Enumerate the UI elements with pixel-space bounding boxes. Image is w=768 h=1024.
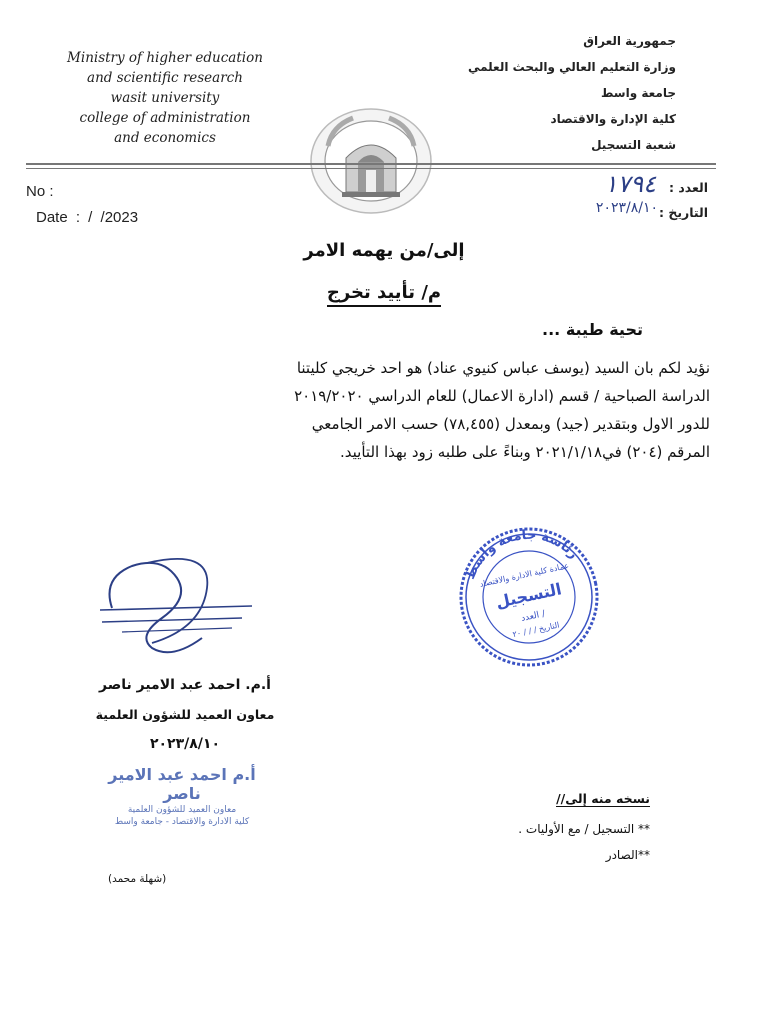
name-stamp (92, 765, 272, 827)
college-ar-line: كلية الإدارة والاقتصاد (550, 112, 676, 126)
economics-line: and economics (114, 130, 216, 146)
body-line-2: الدراسة الصباحية / قسم (ادارة الاعمال) للعام الدراسي ٢٠١٩/٢٠٢٠ (294, 387, 710, 405)
name-stamp-title: معاون العميد للشؤون العلمية (127, 805, 237, 815)
university-line: wasit university (110, 90, 220, 106)
signatory-title: معاون العميد للشؤون العلمية (95, 707, 275, 722)
subject-text: م/ تأييد تخرج (327, 282, 441, 307)
copy-item-outgoing: **الصادر (605, 848, 650, 862)
english-header (50, 48, 280, 148)
tarikh-label: التاريخ : (658, 205, 708, 220)
college-line: college of administration (79, 110, 251, 126)
typist-note: (شهلة محمد) (108, 873, 167, 885)
stamp-tarikh: التاريخ / / / ٢٠ (511, 620, 561, 640)
header-rule-bottom (26, 168, 716, 169)
subject-line (0, 282, 768, 303)
letter-body (98, 354, 710, 466)
body-line-1: نؤيد لكم بان السيد (يوسف عباس كنيوي عناد) هو احد خريجي كليتنا (296, 359, 710, 377)
stamp-ring-text: رئاسة جامعة واسط (462, 527, 581, 582)
body-line-4: المرقم (٢٠٤) في٢٠٢١/١/١٨ وبناءً على طلبه زود بهذا التأييد. (340, 443, 710, 461)
adad-value: ١٧٩٤ (604, 170, 656, 198)
tarikh-value: ٢٠٢٣/٨/١٠ (595, 200, 658, 216)
addressee: إلى/من يهمه الامر (303, 240, 465, 261)
arabic-header (426, 28, 676, 158)
ministry-ar-line: وزارة التعليم العالي والبحث العلمي (467, 60, 676, 74)
registration-line: شعبة التسجيل (591, 138, 676, 152)
university-logo (308, 106, 434, 216)
stamp-adad: العدد / (520, 609, 547, 624)
name-stamp-name: أ.م احمد عبد الامير ناصر (108, 765, 256, 803)
copies-heading (556, 791, 650, 806)
signatory-name: أ.م. احمد عبد الامير ناصر (99, 677, 271, 693)
copies-list (518, 816, 650, 868)
ministry-line: Ministry of higher education (67, 50, 263, 66)
registration-stamp (454, 525, 604, 670)
date-label: Date : / /2023 (36, 209, 139, 226)
republic-line: جمهورية العراق (583, 34, 676, 48)
adad-label: العدد : (668, 180, 708, 195)
copies-heading-text: نسخه منه إلى// (556, 791, 650, 806)
greeting: تحية طيبة ... (542, 320, 643, 339)
handwritten-signature (92, 548, 262, 668)
university-ar-line: جامعة واسط (600, 86, 676, 100)
research-line: and scientific research (87, 70, 243, 86)
body-line-3: للدور الاول وبتقدير (جيد) وبمعدل (٧٨,٤٥٥) حسب الامر الجامعي (311, 415, 710, 433)
signatory-date: ٢٠٢٣/٨/١٠ (149, 736, 221, 752)
no-label: No : (26, 183, 54, 200)
header-rule-top (26, 163, 716, 165)
stamp-inner-text: عمادة كلية الادارة والاقتصاد (478, 561, 570, 589)
name-stamp-college: كلية الادارة والاقتصاد - جامعة واسط (114, 817, 250, 827)
stamp-center-text: التسجيل (494, 579, 564, 612)
copy-item-registration: ** التسجيل / مع الأوليات . (518, 822, 650, 836)
